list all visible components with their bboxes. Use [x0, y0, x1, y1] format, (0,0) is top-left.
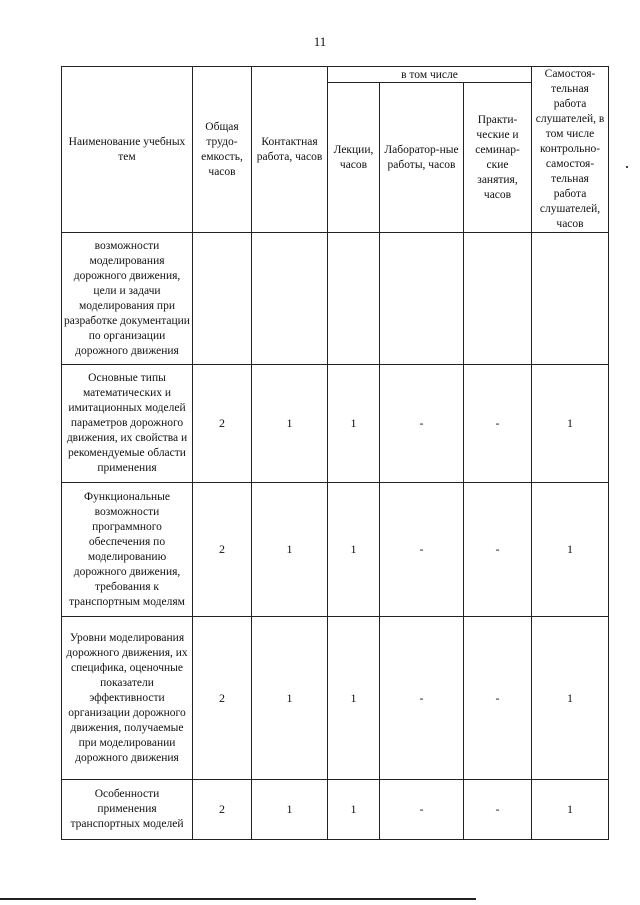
- self-study-cell: 1: [532, 483, 609, 617]
- practical-cell: -: [464, 365, 532, 483]
- total-hours-cell: 2: [193, 780, 252, 840]
- practical-cell: -: [464, 780, 532, 840]
- practical-cell: -: [464, 617, 532, 780]
- curriculum-table: [61, 66, 609, 840]
- header-self-study-hours: Самостоя-тельная работа слушателей, в том числе контрольно-самостоя-тельная работа слушателей, часов: [532, 67, 609, 233]
- table-row: [62, 617, 609, 780]
- topic-cell: Функциональные возможности программного обеспечения по моделированию дорожного движения, требования к транспортным моделям: [62, 483, 193, 617]
- scan-speck: [626, 166, 628, 168]
- labs-cell: -: [380, 483, 464, 617]
- lectures-cell: 1: [328, 617, 380, 780]
- practical-cell: -: [464, 483, 532, 617]
- total-hours-cell: [193, 233, 252, 365]
- contact-hours-cell: 1: [252, 617, 328, 780]
- contact-hours-cell: 1: [252, 780, 328, 840]
- self-study-cell: 1: [532, 780, 609, 840]
- total-hours-cell: 2: [193, 483, 252, 617]
- labs-cell: -: [380, 617, 464, 780]
- topic-cell: возможности моделирования дорожного движения, цели и задачи моделирования при разработке документации по организации дорожного движения: [62, 233, 193, 365]
- contact-hours-cell: 1: [252, 365, 328, 483]
- topic-cell: Уровни моделирования дорожного движения, их специфика, оценочные показатели эффективности организации дорожного движения, получаемые при моделировании дорожного движения: [62, 617, 193, 780]
- total-hours-cell: 2: [193, 617, 252, 780]
- total-hours-cell: 2: [193, 365, 252, 483]
- page-number: 11: [313, 34, 327, 49]
- contact-hours-cell: 1: [252, 483, 328, 617]
- labs-cell: -: [380, 780, 464, 840]
- topic-cell: Основные типы математических и имитационных моделей параметров дорожного движения, их свойства и рекомендуемые области применения: [62, 365, 193, 483]
- self-study-cell: 1: [532, 365, 609, 483]
- header-contact-hours: Контактная работа, часов: [252, 67, 328, 233]
- header-group-including: в том числе: [328, 67, 532, 83]
- practical-cell: [464, 233, 532, 365]
- self-study-cell: [532, 233, 609, 365]
- header-total-hours: Общая трудо-емкость, часов: [193, 67, 252, 233]
- labs-cell: -: [380, 365, 464, 483]
- bottom-rule: [0, 898, 476, 900]
- header-topic: Наименование учебных тем: [62, 67, 193, 233]
- lectures-cell: [328, 233, 380, 365]
- table-row: [62, 365, 609, 483]
- header-practical: Практи-ческие и семинар-ские занятия, часов: [464, 83, 532, 233]
- self-study-cell: 1: [532, 617, 609, 780]
- contact-hours-cell: [252, 233, 328, 365]
- lectures-cell: 1: [328, 365, 380, 483]
- lectures-cell: 1: [328, 483, 380, 617]
- header-row: [62, 67, 609, 83]
- lectures-cell: 1: [328, 780, 380, 840]
- table-row: [62, 233, 609, 365]
- labs-cell: [380, 233, 464, 365]
- header-labs: Лаборатор-ные работы, часов: [380, 83, 464, 233]
- topic-cell: Особенности применения транспортных моделей: [62, 780, 193, 840]
- table-row: [62, 780, 609, 840]
- table-row: [62, 483, 609, 617]
- header-lectures: Лекции, часов: [328, 83, 380, 233]
